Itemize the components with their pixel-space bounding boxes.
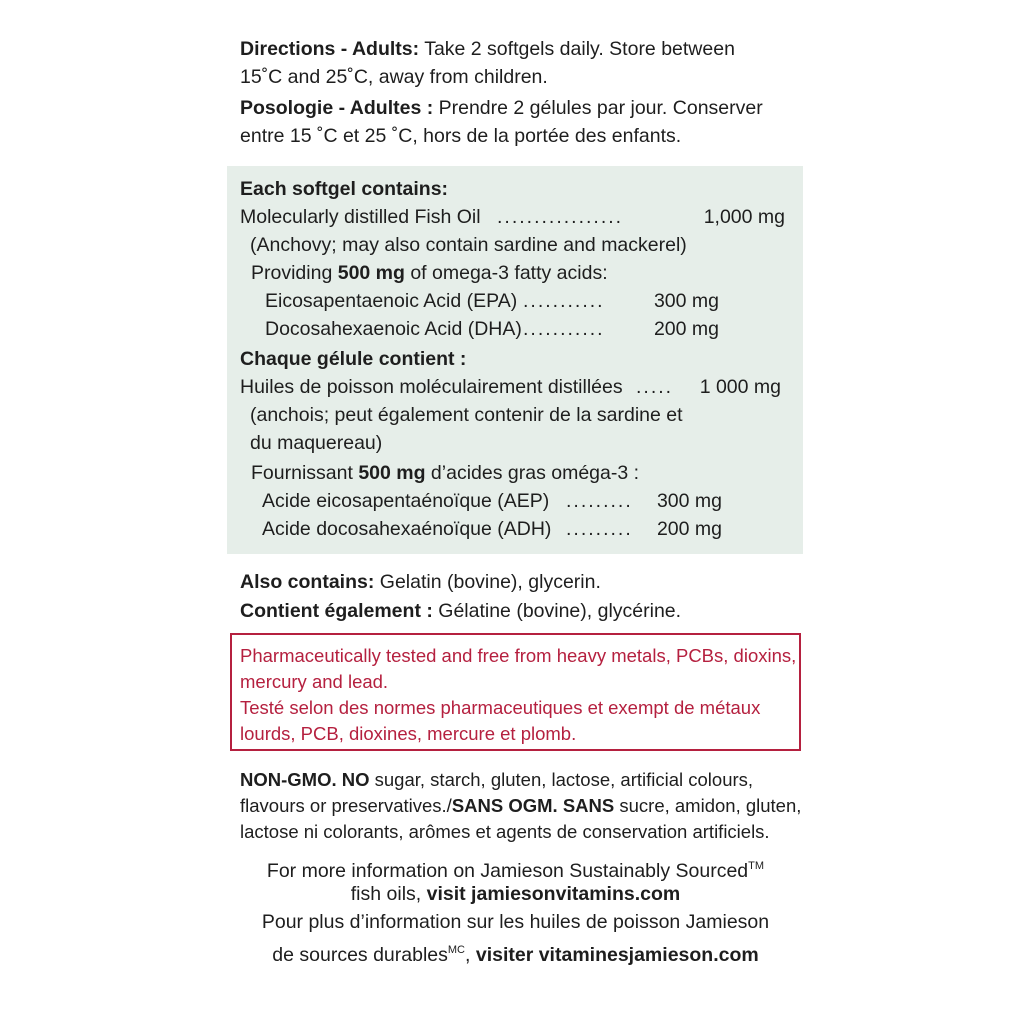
epa-name: Eicosapentaenoic Acid (EPA) — [265, 290, 518, 312]
non-gmo-fr-bold: SANS OGM. SANS — [451, 795, 615, 816]
aep-row — [262, 487, 722, 515]
dha-name: Docosahexaenoic Acid (DHA) — [265, 318, 522, 340]
also-contains-en — [240, 568, 601, 596]
directions-en-text: Take 2 softgels daily. Store between — [419, 38, 735, 60]
also-contains-en-label: Also contains: — [240, 571, 375, 593]
fish-oil-name: Molecularly distilled Fish Oil — [240, 206, 481, 228]
also-contains-fr-text: Gélatine (bovine), glycérine. — [432, 600, 682, 622]
source-note-fr-1: (anchois; peut également contenir de la sardine et — [250, 404, 683, 426]
fish-oil-amount: 1,000 mg — [703, 206, 785, 228]
directions-en-line1 — [240, 35, 735, 63]
dha-amount: 200 mg — [653, 318, 719, 340]
more-info-fr-line1: Pour plus d’information sur les huiles de poisson Jamieson — [261, 911, 770, 933]
directions-fr-text: Prendre 2 gélules par jour. Conserver — [433, 97, 763, 119]
providing-fr — [251, 459, 639, 487]
more-info-en-text: For more information on Jamieson Sustainably Sourced — [266, 860, 749, 882]
also-contains-en-text: Gelatin (bovine), glycerin. — [374, 571, 601, 593]
providing-en — [251, 259, 608, 287]
source-note-en: (Anchovy; may also contain sardine and mackerel) — [250, 234, 687, 256]
testing-fr-line1: Testé selon des normes pharmaceutiques et exempt de métaux — [240, 697, 761, 718]
adh-name: Acide docosahexaénoïque (ADH) — [262, 518, 552, 540]
providing-fr-pre: Fournissant — [251, 462, 359, 484]
ingredients-en-heading: Each softgel contains: — [240, 178, 449, 200]
providing-fr-amount: 500 mg — [358, 462, 426, 484]
directions-en-line2: 15˚C and 25˚C, away from children. — [240, 66, 548, 88]
aep-amount: 300 mg — [656, 490, 722, 512]
dha-row — [265, 315, 719, 343]
trademark-tm: TM — [748, 860, 765, 872]
aep-dots: ......... — [566, 490, 633, 512]
adh-row — [262, 515, 722, 543]
providing-en-pre: Providing — [251, 262, 338, 284]
more-info-fr-mid: , — [465, 944, 476, 966]
epa-dots: ........... — [523, 290, 605, 312]
non-gmo-line2 — [240, 792, 801, 820]
non-gmo-line3: lactose ni colorants, arômes et agents de conservation artificiels. — [240, 821, 770, 842]
fish-oil-dots: ................. — [497, 206, 624, 228]
testing-en-line2: mercury and lead. — [240, 671, 389, 692]
providing-en-amount: 500 mg — [337, 262, 405, 284]
testing-fr-line2: lourds, PCB, dioxines, mercure et plomb. — [240, 723, 577, 744]
non-gmo-en-bold: NON-GMO. NO — [240, 769, 370, 790]
directions-fr-label: Posologie - Adultes : — [240, 97, 434, 119]
adh-dots: ......... — [566, 518, 633, 540]
more-info-fr-line2 — [230, 936, 801, 969]
huiles-amount: 1 000 mg — [699, 376, 781, 398]
epa-amount: 300 mg — [653, 290, 719, 312]
aep-name: Acide eicosapentaénoïque (AEP) — [262, 490, 550, 512]
directions-fr-line2: entre 15 ˚C et 25 ˚C, hors de la portée des enfants. — [240, 125, 682, 147]
more-info-fr-pre: de sources durables — [272, 944, 448, 966]
more-info-fr-link[interactable]: visiter vitaminesjamieson.com — [475, 944, 759, 966]
ingredients-fr-heading: Chaque gélule contient : — [240, 348, 467, 370]
trademark-mc: MC — [447, 944, 465, 956]
providing-en-post: of omega-3 fatty acids: — [404, 262, 608, 284]
non-gmo-en-text: sugar, starch, gluten, lactose, artificial colours, — [369, 769, 754, 790]
fish-oil-row — [240, 203, 785, 231]
providing-fr-post: d’acides gras oméga-3 : — [425, 462, 640, 484]
huiles-dots: ..... — [636, 376, 674, 398]
epa-row — [265, 287, 719, 315]
huiles-row — [240, 373, 781, 401]
also-contains-fr-label: Contient également : — [240, 600, 433, 622]
directions-fr-line1 — [240, 94, 763, 122]
also-contains-fr — [240, 597, 681, 625]
non-gmo-line1 — [240, 766, 753, 794]
source-note-fr-2: du maquereau) — [250, 432, 383, 454]
more-info-en-pre: fish oils, — [350, 883, 427, 905]
adh-amount: 200 mg — [656, 518, 722, 540]
non-gmo-en-text2: flavours or preservatives./ — [240, 795, 452, 816]
huiles-name: Huiles de poisson moléculairement distillées — [240, 376, 623, 398]
testing-en-line1: Pharmaceutically tested and free from heavy metals, PCBs, dioxins, — [240, 645, 797, 666]
more-info-en-line2 — [230, 880, 801, 908]
more-info-en-link[interactable]: visit jamiesonvitamins.com — [426, 883, 681, 905]
dha-dots: ........... — [523, 318, 605, 340]
non-gmo-fr-text: sucre, amidon, gluten, — [614, 795, 802, 816]
directions-en-label: Directions - Adults: — [240, 38, 420, 60]
